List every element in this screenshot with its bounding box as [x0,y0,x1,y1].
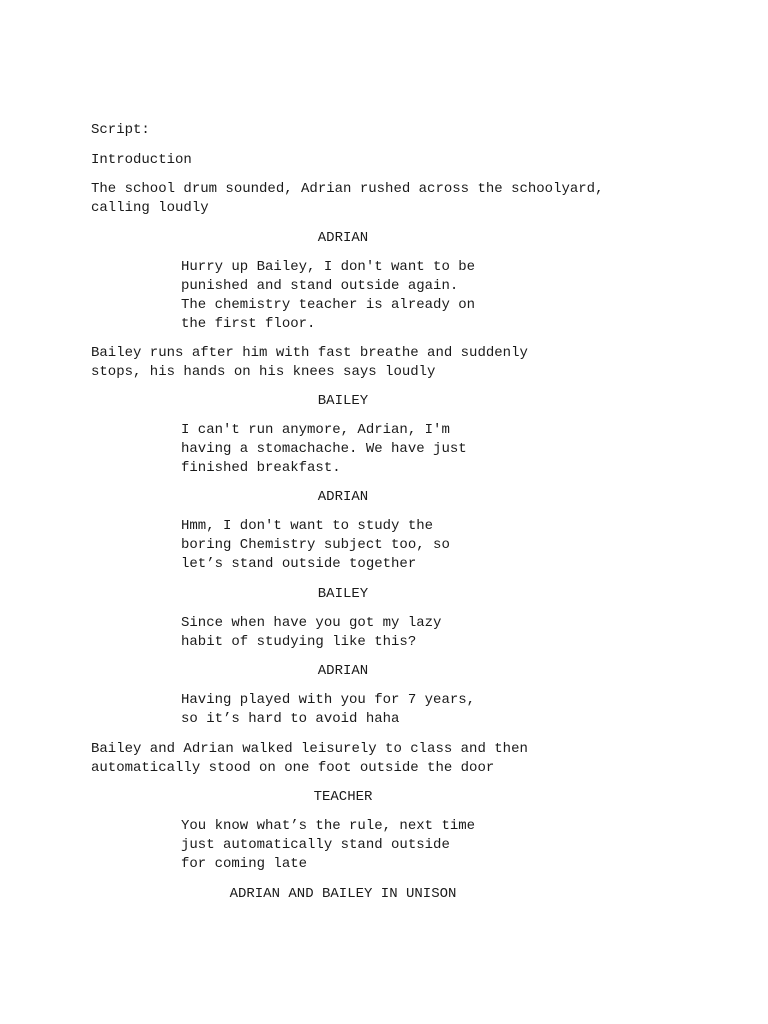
action-line: automatically stood on one foot outside the door [91,760,495,776]
dialogue-line: having a stomachache. We have just [181,441,467,457]
dialogue-line: Having played with you for 7 years, [181,692,476,708]
character-name: BAILEY [317,586,369,602]
dialogue-line: Since when have you got my lazy [181,615,442,631]
dialogue-line: for coming late [181,856,308,872]
section-heading: Introduction [91,152,192,168]
dialogue-line: so it’s hard to avoid haha [181,711,400,727]
dialogue-line: punished and stand outside again. [181,278,459,294]
dialogue-line: the first floor. [181,316,316,332]
dialogue-line: boring Chemistry subject too, so [181,537,450,553]
dialogue-line: just automatically stand outside [181,837,450,853]
dialogue-line: habit of studying like this? [181,634,417,650]
character-name: ADRIAN [317,663,369,679]
script-heading: Script: [91,122,150,138]
action-line: stops, his hands on his knees says loudly [91,364,436,380]
dialogue-line: The chemistry teacher is already on [181,297,476,313]
character-name: BAILEY [317,393,369,409]
character-name: TEACHER [313,789,373,805]
dialogue-line: Hurry up Bailey, I don't want to be [181,259,476,275]
character-name: ADRIAN [317,230,369,246]
dialogue-line: You know what’s the rule, next time [181,818,476,834]
dialogue-line: I can't run anymore, Adrian, I'm [181,422,450,438]
dialogue-line: finished breakfast. [181,460,341,476]
action-line: The school drum sounded, Adrian rushed across the schoolyard, [91,181,604,197]
action-line: Bailey runs after him with fast breathe and suddenly [91,345,528,361]
dialogue-line: Hmm, I don't want to study the [181,518,434,534]
action-line: calling loudly [91,200,209,216]
character-name: ADRIAN [317,489,369,505]
dialogue-line: let’s stand outside together [181,556,417,572]
character-name: ADRIAN AND BAILEY IN UNISON [229,886,457,902]
action-line: Bailey and Adrian walked leisurely to class and then [91,741,528,757]
